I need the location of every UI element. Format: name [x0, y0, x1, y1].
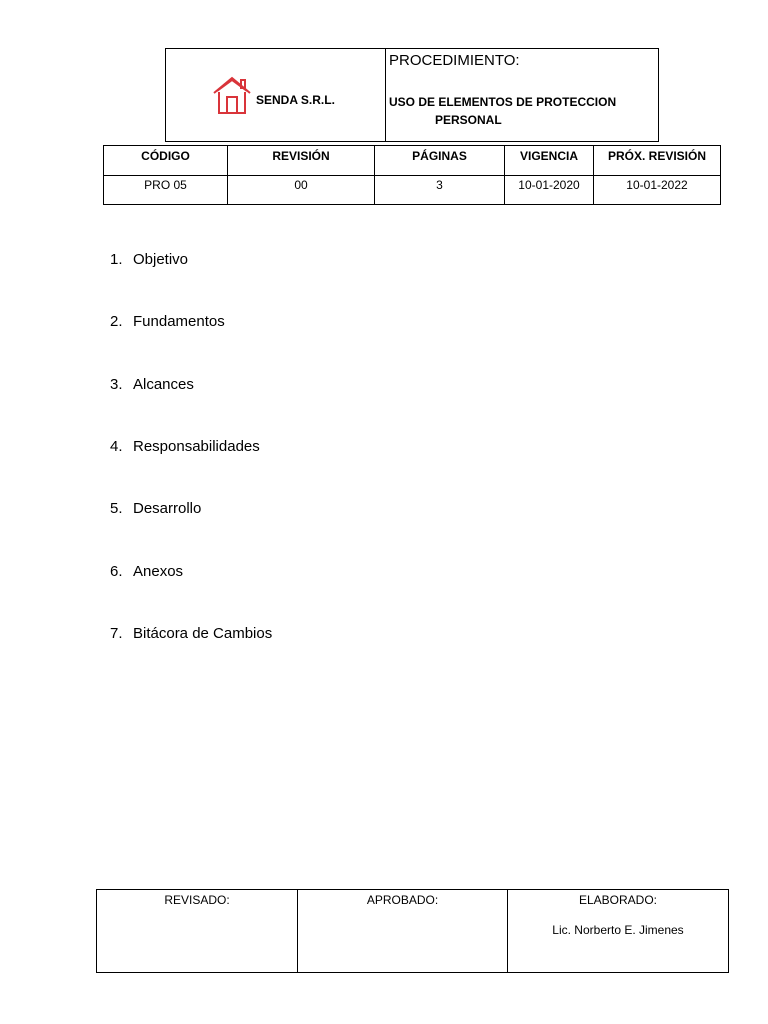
section-item	[110, 438, 260, 455]
section-item	[110, 313, 225, 330]
section-label: Bitácora de Cambios	[133, 625, 273, 642]
section-item	[110, 251, 188, 268]
section-label: Desarrollo	[133, 500, 202, 517]
section-label: Responsabilidades	[133, 438, 260, 455]
codigo-value: PRO 05	[104, 176, 228, 205]
info-header-cell: REVISIÓN	[228, 146, 375, 176]
section-label: Anexos	[133, 563, 184, 580]
procedure-title-line1: USO DE ELEMENTOS DE PROTECCION	[389, 95, 617, 109]
section-number: 2.	[110, 313, 123, 330]
section-number: 1.	[110, 251, 123, 268]
info-header-cell: PRÓX. REVISIÓN	[594, 146, 721, 176]
document-header	[165, 48, 659, 142]
document-info-table	[103, 145, 721, 205]
house-icon	[212, 75, 252, 115]
revisado-cell	[97, 890, 298, 973]
section-item	[110, 563, 183, 580]
info-header-row	[104, 146, 721, 176]
paginas-value: 3	[375, 176, 505, 205]
procedure-title	[389, 93, 649, 129]
elaborado-cell	[508, 890, 729, 973]
section-item	[110, 500, 201, 517]
info-header-cell: PÁGINAS	[375, 146, 505, 176]
elaborado-name: Lic. Norberto E. Jimenes	[552, 923, 684, 937]
section-number: 6.	[110, 563, 123, 580]
revision-value: 00	[228, 176, 375, 205]
company-name: SENDA S.R.L.	[256, 93, 335, 107]
elaborado-label: ELABORADO:	[578, 893, 658, 907]
section-number: 7.	[110, 625, 123, 642]
signature-row	[97, 890, 729, 973]
section-item	[110, 625, 272, 642]
section-label: Fundamentos	[133, 313, 225, 330]
procedure-label: PROCEDIMIENTO:	[389, 52, 520, 69]
section-number: 4.	[110, 438, 123, 455]
signature-table	[96, 889, 729, 973]
revisado-label: REVISADO:	[164, 893, 230, 907]
aprobado-cell	[298, 890, 508, 973]
procedure-title-line2: PERSONAL	[435, 113, 502, 127]
info-value-row	[104, 176, 721, 205]
vigencia-value: 10-01-2020	[505, 176, 594, 205]
info-header-cell: CÓDIGO	[104, 146, 228, 176]
aprobado-label: APROBADO:	[366, 893, 439, 907]
info-header-cell: VIGENCIA	[505, 146, 594, 176]
prox-revision-value: 10-01-2022	[594, 176, 721, 205]
section-label: Alcances	[133, 376, 194, 393]
section-number: 5.	[110, 500, 123, 517]
header-divider	[385, 49, 386, 141]
section-number: 3.	[110, 376, 123, 393]
company-logo	[212, 75, 340, 117]
section-item	[110, 376, 194, 393]
section-label: Objetivo	[133, 251, 189, 268]
